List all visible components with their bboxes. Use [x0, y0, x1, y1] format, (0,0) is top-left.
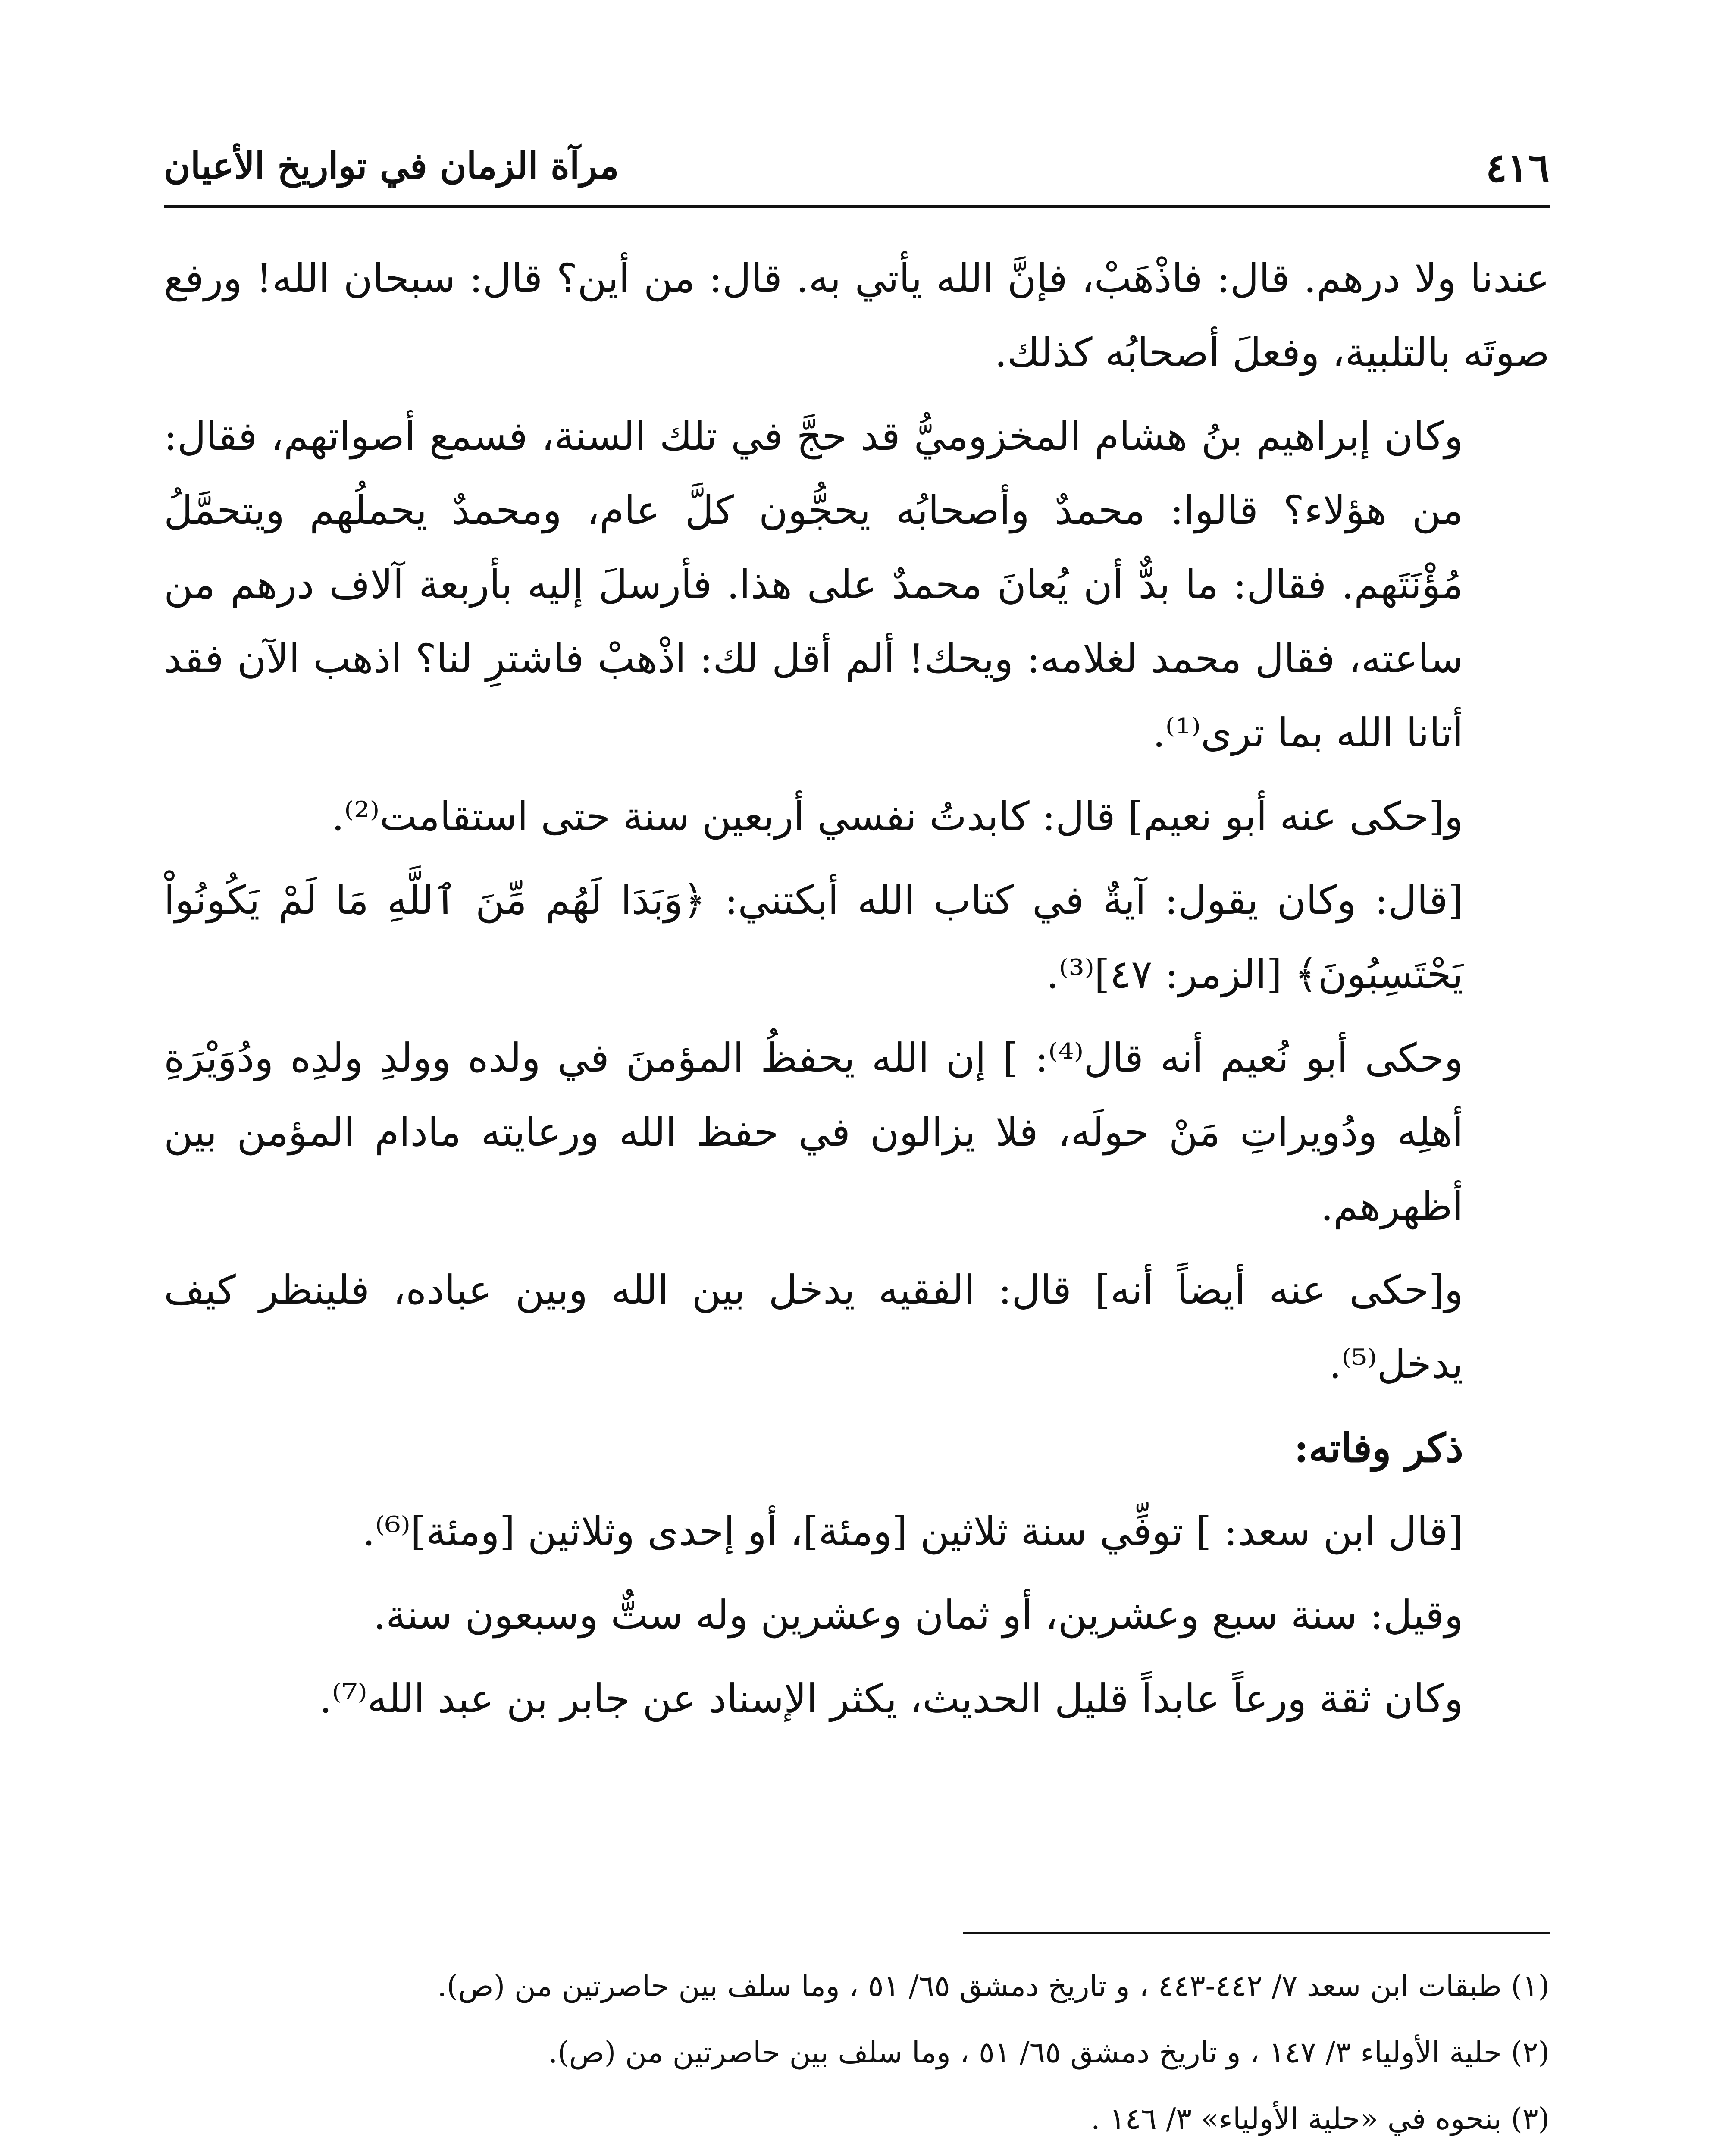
- paragraph: عندنا ولا درهم. قال: فاذْهَبْ، فإنَّ الله يأتي به. قال: من أين؟ قال: سبحان الله! ورفع صوتَه بالتلبية، وفعلَ أصحابُه كذلك.: [164, 255, 1550, 376]
- footnote-rule: [963, 1932, 1550, 1934]
- page-number: ٤١٦: [1485, 144, 1550, 191]
- running-title: مرآة الزمان في تواريخ الأعيان: [164, 144, 619, 187]
- paragraph: [قال: وكان يقول: آيةٌ في كتاب الله أبكتني: ﴿وَبَدَا لَهُم مِّنَ ٱللَّهِ مَا لَمْ يَكُونُواْ يَحْتَسِبُونَ﴾ [الزمر: ٤٧]⁽³⁾.: [164, 877, 1463, 997]
- footnote: [164, 2153, 1550, 2156]
- paragraph: و[حكى عنه أيضاً أنه] قال: الفقيه يدخل بين الله وبين عباده، فلينظر كيف يدخل⁽⁵⁾.: [164, 1267, 1463, 1387]
- paragraph: وقيل: سنة سبع وعشرين، أو ثمان وعشرين وله ستٌّ وسبعون سنة.: [373, 1592, 1463, 1638]
- footnote: (٢) حلية الأولياء ٣/ ١٤٧ ، و تاريخ دمشق ٦٥/ ٥١ ، وما سلف بين حاصرتين من (ص).: [548, 2036, 1550, 2070]
- paragraph: وكان ثقة ورعاً عابداً قليل الحديث، يكثر الإسناد عن جابر بن عبد الله⁽⁷⁾.: [319, 1676, 1463, 1722]
- footnotes: [164, 1953, 1550, 2156]
- paragraph: و[حكى عنه أبو نعيم] قال: كابدتُ نفسي أربعين سنة حتى استقامت⁽²⁾.: [332, 793, 1463, 840]
- header-rule: [164, 205, 1550, 208]
- main-text: [164, 241, 1550, 1745]
- paragraph: [قال ابن سعد: ] توفِّي سنة ثلاثين [ومئة]، أو إحدى وثلاثين [ومئة]⁽⁶⁾.: [362, 1508, 1463, 1554]
- page-header: [164, 136, 1550, 205]
- paragraph: وحكى أبو نُعيم أنه قال⁽⁴⁾: ] إن الله يحفظُ المؤمنَ في ولده وولدِ ولدِه ودُوَيْرَةِ أهلِه ودُويراتِ مَنْ حولَه، فلا يزالون في حفظ الله ورعايته مادام المؤمن بين أظهرهم.: [164, 1035, 1463, 1229]
- footnote: (٣) بنحوه في «حلية الأولياء» ٣/ ١٤٦ .: [1091, 2102, 1550, 2136]
- paragraph: وكان إبراهيم بنُ هشام المخزوميُّ قد حجَّ في تلك السنة، فسمع أصواتهم، فقال: من هؤلاء؟ قالوا: محمدٌ وأصحابُه يحجُّون كلَّ عام، ومحمدٌ يحملُهم ويتحمَّلُ مُؤْنَتَهم. فقال: ما بدٌّ أن يُعانَ محمدٌ على هذا. فأرسلَ إليه بأربعة آلاف درهم من ساعته، فقال محمد لغلامه: ويحك! ألم أقل لك: اذْهبْ فاشترِ لنا؟ اذهب الآن فقد أتانا الله بما ترى⁽¹⁾.: [164, 413, 1463, 756]
- footnote: (١) طبقات ابن سعد ٧/ ٤٤٢-٤٤٣ ، و تاريخ دمشق ٦٥/ ٥١ ، وما سلف بين حاصرتين من (ص).: [437, 1969, 1550, 2003]
- section-heading: ذكر وفاته:: [1294, 1425, 1463, 1471]
